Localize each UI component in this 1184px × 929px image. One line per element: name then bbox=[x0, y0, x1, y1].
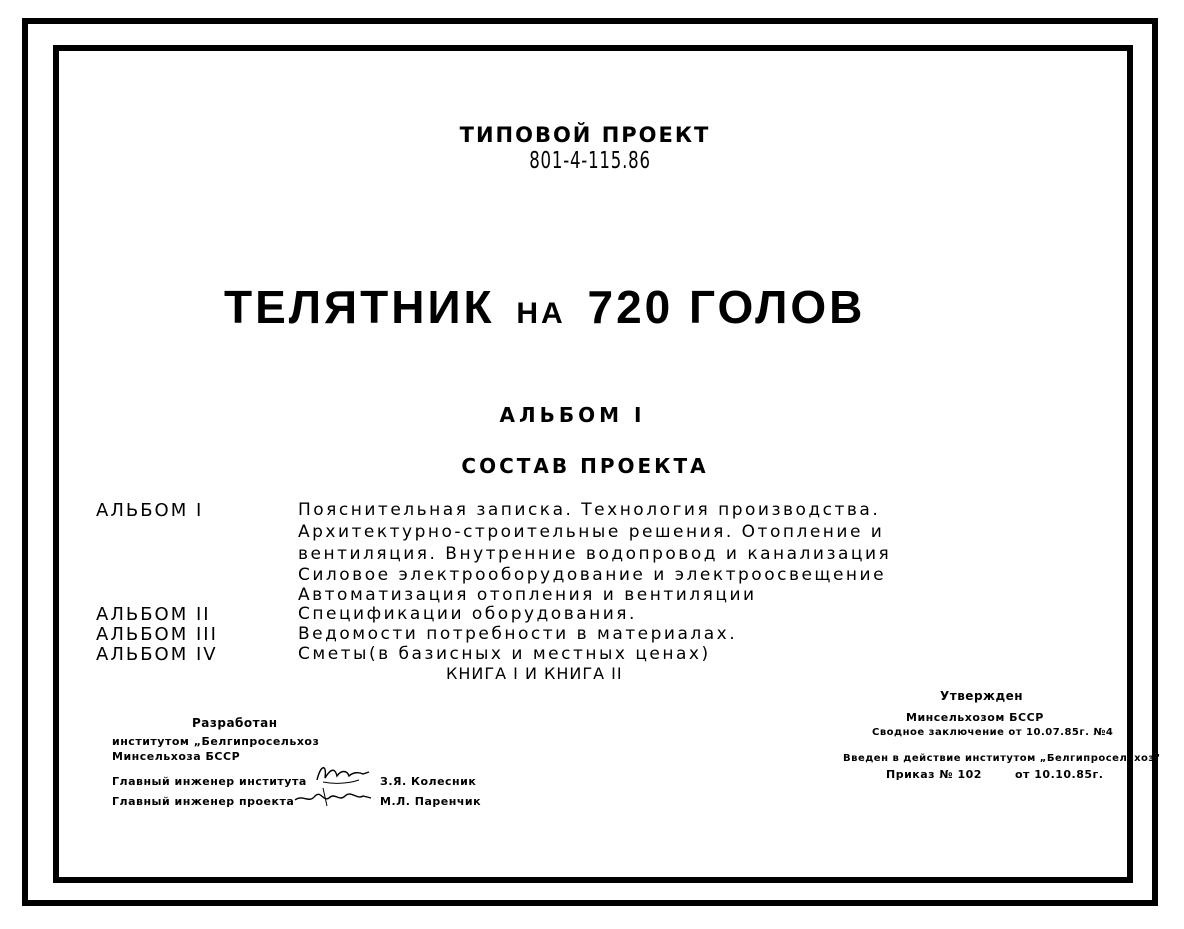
approved-order-date: от 10.10.85г. bbox=[1015, 768, 1104, 781]
developed-line-2: Минсельхоза БССР bbox=[112, 750, 241, 763]
project-code: 801-4-115.86 bbox=[529, 148, 651, 174]
album-1-label: АЛЬБОМ I bbox=[96, 500, 204, 521]
developed-line-1: институтом „Белгипросельхоз bbox=[112, 735, 320, 748]
album-1-line-4: Силовое электрооборудование и электроосвещение bbox=[298, 565, 887, 585]
album-1-line-5: Автоматизация отопления и вентиляции bbox=[298, 585, 757, 605]
album-1-line-3: вентиляция. Внутренние водопровод и канализация bbox=[298, 544, 892, 564]
chief-engineer-project-label: Главный инженер проекта bbox=[112, 795, 295, 808]
composition-heading: СОСТАВ ПРОЕКТА bbox=[461, 454, 709, 478]
album-3-line-1: Ведомости потребности в материалах. bbox=[298, 624, 738, 644]
album-1-line-1: Пояснительная записка. Технология производства. bbox=[298, 500, 881, 520]
approved-line-1: Минсельхозом БССР bbox=[906, 711, 1044, 724]
album-4-line-1: Сметы(в базисных и местных ценах) bbox=[298, 644, 711, 664]
chief-engineer-project-name: М.Л. Паренчик bbox=[380, 795, 482, 808]
main-title bbox=[224, 280, 865, 334]
chief-engineer-institute-name: З.Я. Колесник bbox=[380, 775, 477, 788]
main-title-part1: ТЕЛЯТНИК bbox=[224, 281, 495, 333]
approved-heading: Утвержден bbox=[940, 689, 1024, 703]
album-heading: АЛЬБОМ I bbox=[499, 403, 646, 427]
album-2-label: АЛЬБОМ II bbox=[96, 604, 211, 625]
signature-2-scribble bbox=[293, 784, 373, 810]
approved-order: Приказ № 102 bbox=[886, 768, 982, 781]
signature-2 bbox=[293, 784, 373, 814]
main-title-part2: НА bbox=[516, 297, 566, 330]
approved-line-3: Введен в действие институтом „Белгипросельхоз" bbox=[843, 753, 1161, 764]
album-2-line-1: Спецификации оборудования. bbox=[298, 604, 637, 624]
books-note: КНИГА I И КНИГА II bbox=[446, 664, 623, 683]
main-title-part3: 720 ГОЛОВ bbox=[587, 281, 866, 333]
approved-line-2: Сводное заключение от 10.07.85г. №4 bbox=[872, 727, 1114, 738]
chief-engineer-institute-label: Главный инженер института bbox=[112, 775, 307, 788]
album-1-line-2: Архитектурно-строительные решения. Отопление и bbox=[298, 522, 885, 542]
developed-heading: Разработан bbox=[192, 716, 278, 730]
album-3-label: АЛЬБОМ III bbox=[96, 624, 218, 645]
album-4-label: АЛЬБОМ IV bbox=[96, 644, 218, 665]
project-type-title: ТИПОВОЙ ПРОЕКТ bbox=[459, 123, 711, 147]
